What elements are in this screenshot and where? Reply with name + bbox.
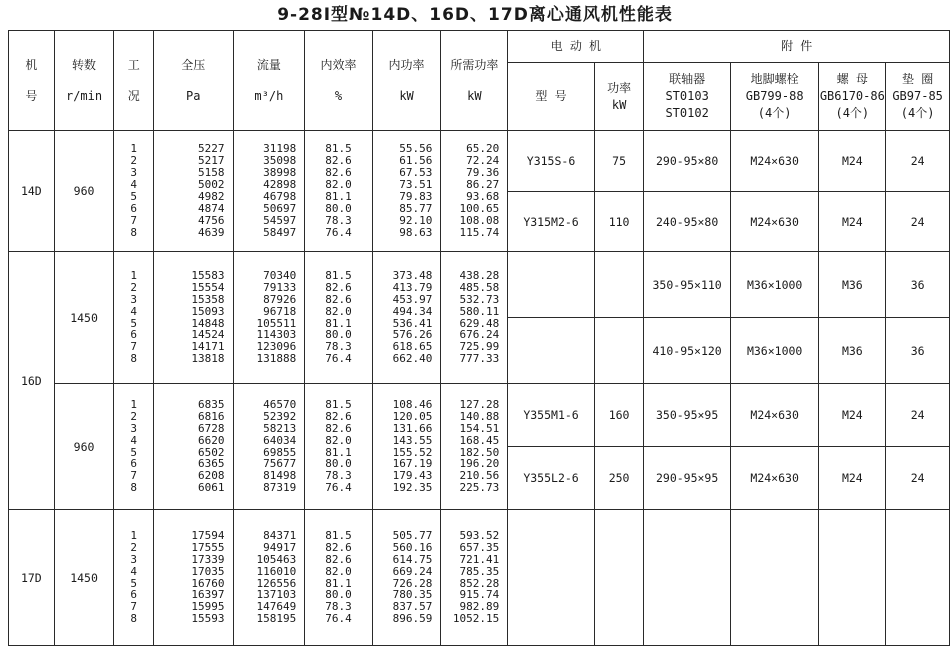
- bolt-cell: M36×1000: [730, 252, 819, 318]
- nut-cell: M36: [819, 252, 886, 318]
- header-condition: 工 况: [114, 31, 154, 131]
- header-nut: 螺 母 GB6170-86 (4个): [819, 63, 886, 131]
- empty-cell: [644, 510, 730, 646]
- speed-cell: 1450: [54, 252, 114, 384]
- condition-cell: 1 2 3 4 5 6 7 8: [114, 384, 154, 510]
- flow-cell: 31198 35098 38998 42898 46798 50697 54597 58497: [233, 131, 305, 252]
- motor-power-cell: 110: [594, 192, 644, 252]
- model-cell: 17D: [9, 510, 55, 646]
- header-anchor-bolt: 地脚螺栓 GB799-88 (4个): [730, 63, 819, 131]
- nut-cell: M24: [819, 384, 886, 447]
- bolt-cell: M24×630: [730, 192, 819, 252]
- internal-power-cell: 505.77 560.16 614.75 669.24 726.28 780.35 837.57 896.59: [372, 510, 441, 646]
- header-flow: 流量 m³/h: [233, 31, 305, 131]
- internal-power-cell: 108.46 120.05 131.66 143.55 155.52 167.19 179.43 192.35: [372, 384, 441, 510]
- washer-cell: 36: [886, 252, 950, 318]
- pressure-cell: 6835 6816 6728 6620 6502 6365 6208 6061: [154, 384, 234, 510]
- efficiency-cell: 81.5 82.6 82.6 82.0 81.1 80.0 78.3 76.4: [305, 131, 372, 252]
- empty-cell: [594, 510, 644, 646]
- motor-type-cell: Y315S-6: [508, 131, 595, 192]
- coupling-cell: 410-95×120: [644, 318, 730, 384]
- empty-cell: [819, 510, 886, 646]
- pressure-cell: 5227 5217 5158 5002 4982 4874 4756 4639: [154, 131, 234, 252]
- washer-cell: 24: [886, 192, 950, 252]
- internal-power-cell: 55.56 61.56 67.53 73.51 79.83 85.77 92.10 98.63: [372, 131, 441, 252]
- washer-cell: 24: [886, 447, 950, 510]
- header-accessories: 附 件: [644, 31, 950, 63]
- motor-type-cell: Y355M1-6: [508, 384, 595, 447]
- washer-cell: 24: [886, 384, 950, 447]
- motor-type-cell: [508, 252, 595, 318]
- header-efficiency: 内效率 %: [305, 31, 372, 131]
- header-model: 机 号: [9, 31, 55, 131]
- condition-cell: 1 2 3 4 5 6 7 8: [114, 131, 154, 252]
- header-row-1: [9, 31, 950, 63]
- motor-power-cell: [594, 252, 644, 318]
- speed-cell: 960: [54, 131, 114, 252]
- table-row: [9, 131, 950, 192]
- model-cell: 14D: [9, 131, 55, 252]
- condition-cell: 1 2 3 4 5 6 7 8: [114, 252, 154, 384]
- motor-type-cell: [508, 318, 595, 384]
- bolt-cell: M24×630: [730, 447, 819, 510]
- header-internal-power: 内功率 kW: [372, 31, 441, 131]
- flow-cell: 46570 52392 58213 64034 69855 75677 81498 87319: [233, 384, 305, 510]
- bolt-cell: M36×1000: [730, 318, 819, 384]
- nut-cell: M24: [819, 447, 886, 510]
- empty-cell: [886, 510, 950, 646]
- required-power-cell: 438.28 485.58 532.73 580.11 629.48 676.24 725.99 777.33: [441, 252, 508, 384]
- header-motor-type: 型 号: [508, 63, 595, 131]
- header-speed: 转数 r/min: [54, 31, 114, 131]
- coupling-cell: 290-95×80: [644, 131, 730, 192]
- table-row: [9, 384, 950, 447]
- efficiency-cell: 81.5 82.6 82.6 82.0 81.1 80.0 78.3 76.4: [305, 384, 372, 510]
- motor-type-cell: Y355L2-6: [508, 447, 595, 510]
- coupling-cell: 240-95×80: [644, 192, 730, 252]
- header-pressure: 全压 Pa: [154, 31, 234, 131]
- nut-cell: M36: [819, 318, 886, 384]
- coupling-cell: 350-95×110: [644, 252, 730, 318]
- motor-power-cell: 160: [594, 384, 644, 447]
- header-required-power: 所需功率 kW: [441, 31, 508, 131]
- nut-cell: M24: [819, 192, 886, 252]
- efficiency-cell: 81.5 82.6 82.6 82.0 81.1 80.0 78.3 76.4: [305, 510, 372, 646]
- bolt-cell: M24×630: [730, 131, 819, 192]
- flow-cell: 70340 79133 87926 96718 105511 114303 123096 131888: [233, 252, 305, 384]
- washer-cell: 36: [886, 318, 950, 384]
- efficiency-cell: 81.5 82.6 82.6 82.0 81.1 80.0 78.3 76.4: [305, 252, 372, 384]
- page-title: 9-28Ⅰ型№14D、16D、17D离心通风机性能表: [277, 5, 673, 25]
- coupling-cell: 290-95×95: [644, 447, 730, 510]
- motor-power-cell: 75: [594, 131, 644, 192]
- motor-type-cell: Y315M2-6: [508, 192, 595, 252]
- table-row: [9, 510, 950, 646]
- motor-power-cell: [594, 318, 644, 384]
- header-motor: 电 动 机: [508, 31, 644, 63]
- speed-cell: 960: [54, 384, 114, 510]
- speed-cell: 1450: [54, 510, 114, 646]
- header-washer: 垫 圈 GB97-85 (4个): [886, 63, 950, 131]
- nut-cell: M24: [819, 131, 886, 192]
- required-power-cell: 65.20 72.24 79.36 86.27 93.68 100.65 108.08 115.74: [441, 131, 508, 252]
- coupling-cell: 350-95×95: [644, 384, 730, 447]
- header-coupling: 联轴器 ST0103 ST0102: [644, 63, 730, 131]
- condition-cell: 1 2 3 4 5 6 7 8: [114, 510, 154, 646]
- washer-cell: 24: [886, 131, 950, 192]
- motor-power-cell: 250: [594, 447, 644, 510]
- pressure-cell: 15583 15554 15358 15093 14848 14524 14171 13818: [154, 252, 234, 384]
- pressure-cell: 17594 17555 17339 17035 16760 16397 15995 15593: [154, 510, 234, 646]
- header-motor-power: 功率 kW: [594, 63, 644, 131]
- performance-table: [8, 30, 950, 646]
- empty-cell: [730, 510, 819, 646]
- internal-power-cell: 373.48 413.79 453.97 494.34 536.41 576.26 618.65 662.40: [372, 252, 441, 384]
- model-cell: 16D: [9, 252, 55, 510]
- required-power-cell: 593.52 657.35 721.41 785.35 852.28 915.74 982.89 1052.15: [441, 510, 508, 646]
- flow-cell: 84371 94917 105463 116010 126556 137103 147649 158195: [233, 510, 305, 646]
- empty-cell: [508, 510, 595, 646]
- required-power-cell: 127.28 140.88 154.51 168.45 182.50 196.20 210.56 225.73: [441, 384, 508, 510]
- bolt-cell: M24×630: [730, 384, 819, 447]
- table-row: [9, 252, 950, 318]
